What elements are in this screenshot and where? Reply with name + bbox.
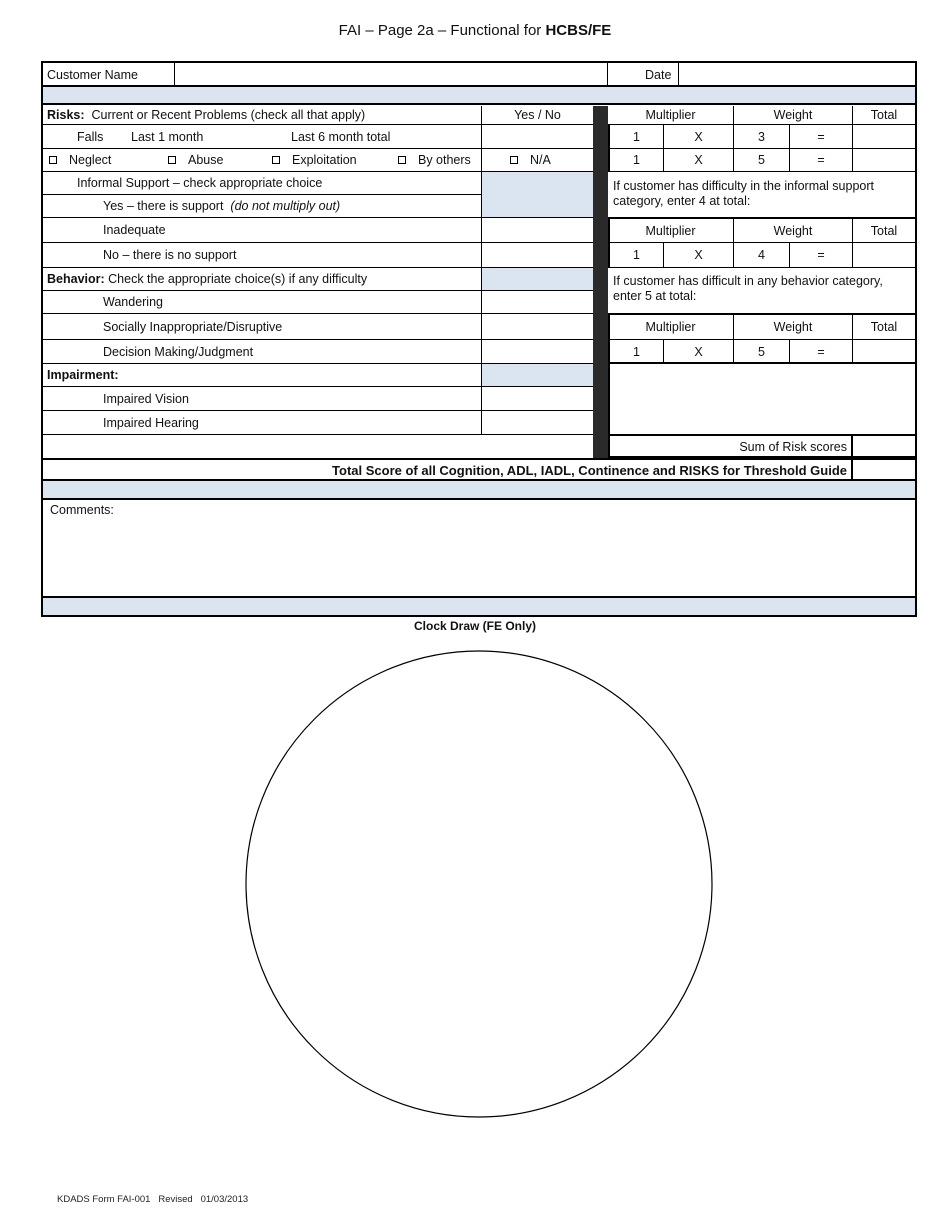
comments-box[interactable] xyxy=(41,500,917,598)
na-option[interactable]: N/A xyxy=(510,149,551,171)
customer-name-field[interactable] xyxy=(176,63,606,85)
support-weight-header: Weight xyxy=(773,223,813,238)
neglect-weight: 5 xyxy=(758,153,765,167)
date-field[interactable] xyxy=(680,63,915,85)
date-label: Date xyxy=(645,68,672,82)
abuse-checkbox[interactable] xyxy=(168,156,176,164)
yes-no-header: Yes / No xyxy=(514,108,561,122)
decision-label: Decision Making/Judgment xyxy=(103,344,254,359)
behavior-total-header: Total xyxy=(870,320,898,334)
behavior-total-field[interactable] xyxy=(854,341,915,362)
neglect-checkbox[interactable] xyxy=(49,156,57,164)
weight-header: Weight xyxy=(773,108,813,122)
neglect-option[interactable]: Neglect xyxy=(49,149,111,171)
behavior-note: If customer has difficult in any behavior category, enter 5 at total: xyxy=(613,274,883,303)
separator-band-2 xyxy=(41,481,917,500)
wandering-label: Wandering xyxy=(103,295,163,309)
customer-name-label: Customer Name xyxy=(47,68,138,82)
risks-heading: Risks: Current or Recent Problems (check all that apply) xyxy=(47,108,366,122)
falls-yes-no-field[interactable] xyxy=(483,126,592,147)
last-six-month-label: Last 6 month total xyxy=(291,129,391,144)
falls-x: X xyxy=(694,129,703,144)
informal-support-label: Informal Support – check appropriate choice xyxy=(77,176,323,190)
neglect-total-field[interactable] xyxy=(854,150,915,170)
support-total-field[interactable] xyxy=(854,244,915,266)
wandering-field[interactable] xyxy=(483,292,592,312)
multiplier-header: Multiplier xyxy=(645,108,696,122)
by-others-option[interactable]: By others xyxy=(398,149,471,171)
clock-label: Clock Draw (FE Only) xyxy=(413,619,537,633)
vision-field[interactable] xyxy=(483,388,592,409)
socially-label: Socially Inappropriate/Disruptive xyxy=(103,319,283,334)
inadequate-field[interactable] xyxy=(483,219,592,241)
behavior-x: X xyxy=(694,344,703,359)
inadequate-label: Inadequate xyxy=(103,223,166,237)
exploitation-option[interactable]: Exploitation xyxy=(272,149,357,171)
support-multiplier-header: Multiplier xyxy=(645,223,696,238)
decision-field[interactable] xyxy=(483,341,592,362)
behavior-multiplier: 1 xyxy=(633,344,640,359)
last-month-label: Last 1 month xyxy=(131,129,204,144)
neglect-equals: = xyxy=(817,153,825,167)
behavior-weight-header: Weight xyxy=(773,320,813,334)
sum-field[interactable] xyxy=(854,437,915,456)
exploitation-checkbox[interactable] xyxy=(272,156,280,164)
clock-circle[interactable] xyxy=(240,648,720,1122)
no-support-field[interactable] xyxy=(483,244,592,266)
hearing-label: Impaired Hearing xyxy=(103,415,199,430)
page-title: FAI – Page 2a – Functional for HCBS/FE xyxy=(338,22,612,39)
footer-text: KDADS Form FAI-001 Revised 01/03/2013 xyxy=(57,1194,249,1205)
support-note: If customer has difficulty in the informal support category, enter 4 at total: xyxy=(613,179,874,208)
comments-label: Comments: xyxy=(50,503,114,517)
program-name: HCBS/FE xyxy=(545,22,612,39)
sum-label: Sum of Risk scores xyxy=(739,439,847,454)
falls-label: Falls xyxy=(77,129,104,144)
separator-band-3 xyxy=(41,596,917,617)
behavior-multiplier-header: Multiplier xyxy=(645,320,696,334)
divider-column xyxy=(593,106,608,458)
support-weight: 4 xyxy=(758,248,765,262)
behavior-equals: = xyxy=(817,344,825,359)
total-header: Total xyxy=(870,108,898,122)
support-multiplier: 1 xyxy=(633,248,640,262)
falls-multiplier: 1 xyxy=(633,129,640,144)
falls-weight: 3 xyxy=(758,129,765,144)
impairment-heading: Impairment: xyxy=(47,368,119,382)
support-x: X xyxy=(694,248,703,262)
total-score-field[interactable] xyxy=(854,461,915,479)
na-checkbox[interactable] xyxy=(510,156,518,164)
total-score-label: Total Score of all Cognition, ADL, IADL, Continence and RISKS for Threshold Guide xyxy=(332,462,847,478)
behavior-heading: Behavior: Check the appropriate choice(s) if any difficulty xyxy=(47,272,368,286)
abuse-option[interactable]: Abuse xyxy=(168,149,223,171)
neglect-multiplier: 1 xyxy=(633,153,640,167)
behavior-weight: 5 xyxy=(758,344,765,359)
support-total-header: Total xyxy=(870,223,898,238)
neglect-x: X xyxy=(694,153,703,167)
yes-support-label: Yes – there is support (do not multiply out) xyxy=(103,199,341,213)
hearing-field[interactable] xyxy=(483,412,592,433)
no-support-label: No – there is no support xyxy=(103,248,237,262)
by-others-checkbox[interactable] xyxy=(398,156,406,164)
separator-band xyxy=(41,87,917,105)
falls-equals: = xyxy=(817,129,825,144)
socially-field[interactable] xyxy=(483,315,592,338)
vision-label: Impaired Vision xyxy=(103,391,189,406)
falls-total-field[interactable] xyxy=(854,126,915,147)
support-equals: = xyxy=(817,248,825,262)
